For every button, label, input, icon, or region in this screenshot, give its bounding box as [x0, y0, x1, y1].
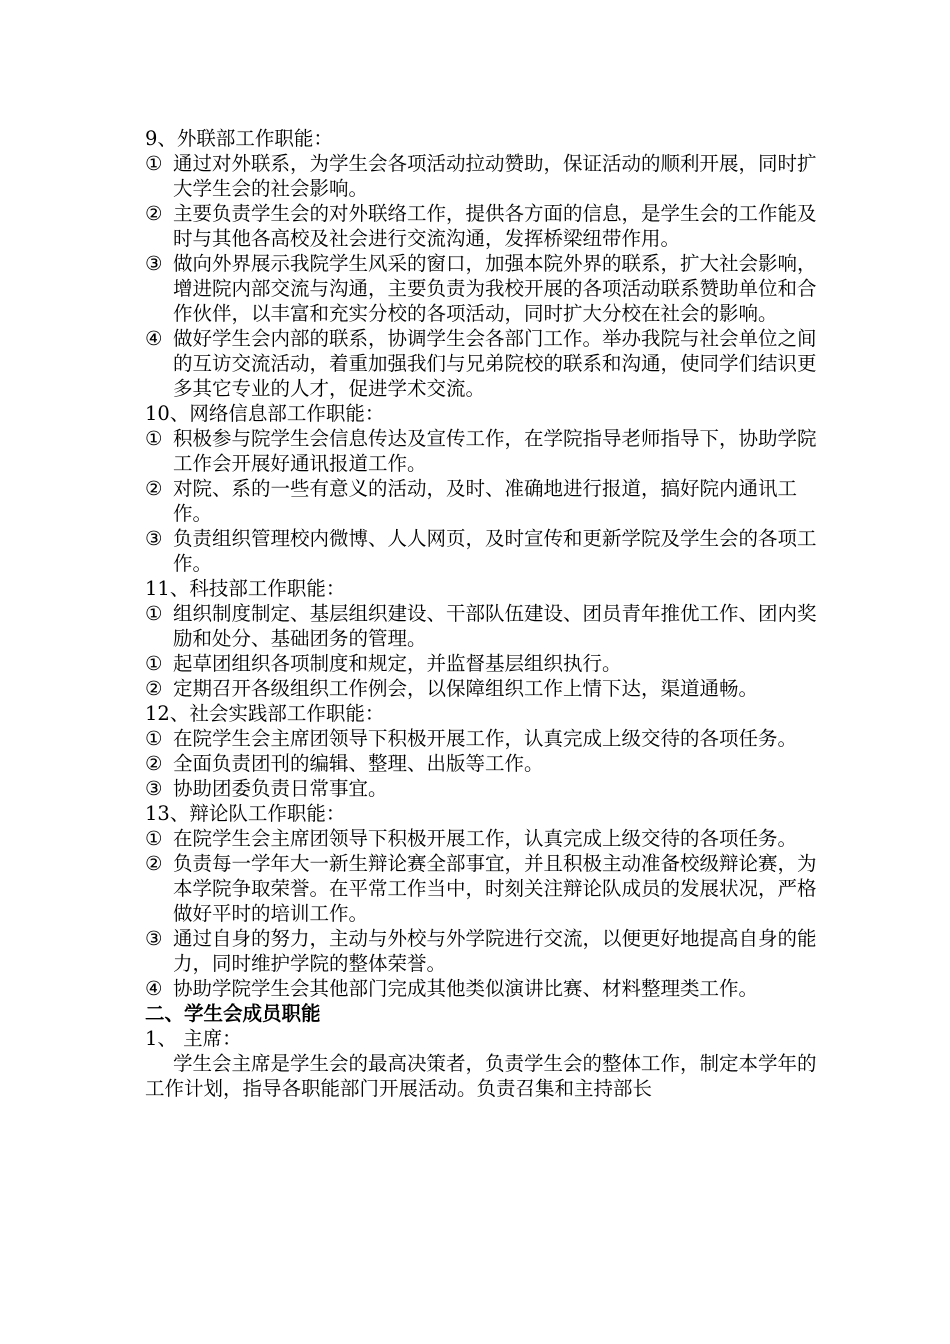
- body-paragraph: 学生会主席是学生会的最高决策者，负责学生会的整体工作，制定本学年的工作计划，指导各职能部门开展活动。负责召集和主持部长: [145, 1052, 817, 1100]
- item-number: ③: [145, 927, 163, 950]
- list-item: [145, 476, 825, 526]
- item-text: 做好学生会内部的联系，协调学生会各部门工作。举办我院与社会单位之间的互访交流活动，着重加强我们与兄弟院校的联系和沟通，使同学们结识更多其它专业的人才，促进学术交流。: [173, 327, 817, 400]
- list-item: [145, 776, 825, 801]
- item-text: 在院学生会主席团领导下积极开展工作，认真完成上级交待的各项任务。: [173, 727, 798, 750]
- item-text: 做向外界展示我院学生风采的窗口，加强本院外界的联系，扩大社会影响，增进院内部交流与沟通，主要负责为我校开展的各项活动联系赞助单位和合作伙伴，以丰富和充实分校的各项活动，同时扩大分校在社会的影响。: [173, 252, 817, 325]
- item-number: ②: [145, 477, 163, 500]
- item-text: 负责每一学年大一新生辩论赛全部事宜，并且积极主动准备校级辩论赛，为本学院争取荣誉。在平常工作当中，时刻关注辩论队成员的发展状况，严格做好平时的培训工作。: [173, 852, 817, 925]
- section-heading: 11、科技部工作职能：: [145, 577, 346, 600]
- list-item: [145, 826, 825, 851]
- list-item: [145, 651, 825, 676]
- list-item: [145, 976, 825, 1001]
- list-item: [145, 676, 825, 701]
- item-text: 通过自身的努力，主动与外校与外学院进行交流，以便更好地提高自身的能力，同时维护学院的整体荣誉。: [173, 927, 817, 975]
- list-item: [145, 726, 825, 751]
- item-text: 组织制度制定、基层组织建设、干部队伍建设、团员青年推优工作、团内奖励和处分、基础团务的管理。: [173, 602, 817, 650]
- item-text: 协助学院学生会其他部门完成其他类似演讲比赛、材料整理类工作。: [173, 977, 759, 1000]
- item-number: ④: [145, 327, 163, 350]
- item-text: 对院、系的一些有意义的活动，及时、准确地进行报道，搞好院内通讯工作。: [173, 477, 798, 525]
- item-number: ①: [145, 602, 163, 625]
- item-text: 全面负责团刊的编辑、整理、出版等工作。: [173, 752, 544, 775]
- list-item: [145, 526, 825, 576]
- list-item: [145, 151, 825, 201]
- item-text: 通过对外联系，为学生会各项活动拉动赞助，保证活动的顺利开展，同时扩大学生会的社会影响。: [173, 152, 817, 200]
- item-number: ④: [145, 977, 163, 1000]
- item-number: ③: [145, 252, 163, 275]
- list-item: [145, 201, 825, 251]
- list-item: [145, 326, 825, 401]
- section-heading: 9、外联部工作职能：: [145, 127, 333, 150]
- list-item: [145, 751, 825, 776]
- item-number: ①: [145, 652, 163, 675]
- item-number: ②: [145, 202, 163, 225]
- item-number: ①: [145, 427, 163, 450]
- list-item: [145, 851, 825, 926]
- item-number: ③: [145, 777, 163, 800]
- item-number: ②: [145, 677, 163, 700]
- part-heading: 二、学生会成员职能: [145, 1002, 321, 1025]
- list-item: [145, 426, 825, 476]
- section-debate: [145, 801, 825, 1001]
- item-number: ③: [145, 527, 163, 550]
- item-text: 定期召开各级组织工作例会，以保障组织工作上情下达，渠道通畅。: [173, 677, 759, 700]
- section-member-roles: [145, 1001, 825, 1101]
- item-number: ①: [145, 827, 163, 850]
- document-body: [145, 126, 825, 1101]
- section-social-practice: [145, 701, 825, 801]
- section-network-info: [145, 401, 825, 576]
- subheading: 1、 主席：: [145, 1027, 242, 1050]
- section-tech: [145, 576, 825, 701]
- item-text: 起草团组织各项制度和规定，并监督基层组织执行。: [173, 652, 622, 675]
- section-wailian: [145, 126, 825, 401]
- item-number: ①: [145, 152, 163, 175]
- list-item: [145, 926, 825, 976]
- item-text: 在院学生会主席团领导下积极开展工作，认真完成上级交待的各项任务。: [173, 827, 798, 850]
- item-text: 积极参与院学生会信息传达及宣传工作，在学院指导老师指导下，协助学院工作会开展好通讯报道工作。: [173, 427, 817, 475]
- item-number: ②: [145, 752, 163, 775]
- item-text: 协助团委负责日常事宜。: [173, 777, 388, 800]
- section-heading: 12、社会实践部工作职能：: [145, 702, 385, 725]
- item-text: 负责组织管理校内微博、人人网页，及时宣传和更新学院及学生会的各项工作。: [173, 527, 817, 575]
- list-item: [145, 601, 825, 651]
- list-item: [145, 251, 825, 326]
- item-number: ①: [145, 727, 163, 750]
- item-text: 主要负责学生会的对外联络工作，提供各方面的信息，是学生会的工作能及时与其他各高校及社会进行交流沟通，发挥桥梁纽带作用。: [173, 202, 817, 250]
- section-heading: 13、辩论队工作职能：: [145, 802, 346, 825]
- item-number: ②: [145, 852, 163, 875]
- section-heading: 10、网络信息部工作职能：: [145, 402, 385, 425]
